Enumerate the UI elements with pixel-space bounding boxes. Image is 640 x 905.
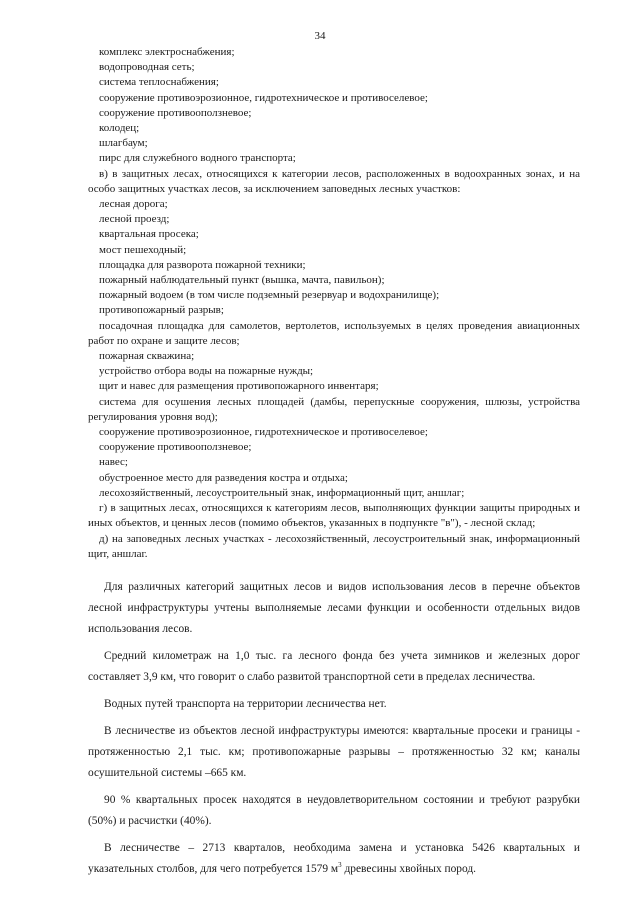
list-item: пожарный водоем (в том числе подземный резервуар и водохранилище); bbox=[99, 289, 440, 302]
list-item: сооружение противооползневое; bbox=[99, 106, 252, 119]
list-item: сооружение противооползневое; bbox=[99, 441, 252, 454]
list-item: шлагбаум; bbox=[99, 137, 148, 150]
list-item: комплекс электроснабжения; bbox=[99, 46, 235, 58]
list-item: мост пешеходный; bbox=[99, 243, 187, 256]
text-span: древесины хвойных пород. bbox=[341, 863, 476, 875]
list-item: лесохозяйственный, лесоустроительный знак, информационный щит, аншлаг; bbox=[99, 486, 465, 499]
list-item: площадка для разворота пожарной техники; bbox=[99, 258, 306, 271]
paragraph: В лесничестве из объектов лесной инфраструктуры имеются: квартальные просеки и границы - протяженностью 2,1 тыс. км; противопожарные разрывы – протяженностью 32 км; каналы осушительной системы –665 км. bbox=[88, 725, 580, 779]
list-item: навес; bbox=[99, 456, 128, 469]
list-item: колодец; bbox=[99, 122, 140, 135]
list-item: обустроенное место для разведения костра и отдыха; bbox=[99, 471, 348, 484]
list-item: водопроводная сеть; bbox=[99, 61, 195, 74]
list-item: система теплоснабжения; bbox=[99, 76, 219, 89]
list-item: сооружение противоэрозионное, гидротехническое и противоселевое; bbox=[99, 426, 428, 439]
list-item: в) в защитных лесах, относящихся к категории лесов, расположенных в водоохранных зонах, и на особо защитных участках лесов, за исключением заповедных лесных участков: bbox=[88, 167, 580, 195]
list-item: лесной проезд; bbox=[99, 213, 170, 226]
paragraph: Водных путей транспорта на территории лесничества нет. bbox=[104, 698, 387, 710]
list-item: д) на заповедных лесных участках - лесохозяйственный, лесоустроительный знак, информационный щит, аншлаг. bbox=[88, 532, 580, 560]
list-item: пирс для служебного водного транспорта; bbox=[99, 152, 296, 165]
paragraph-last bbox=[88, 838, 580, 880]
list-item: квартальная просека; bbox=[99, 228, 199, 241]
list-item: щит и навес для размещения противопожарного инвентаря; bbox=[99, 380, 379, 393]
list-item: лесная дорога; bbox=[99, 198, 168, 211]
page-number: 34 bbox=[314, 30, 326, 42]
paragraph: 90 % квартальных просек находятся в неудовлетворительном состоянии и требуют разрубки (50%) и расчистки (40%). bbox=[88, 794, 580, 827]
list-item: устройство отбора воды на пожарные нужды; bbox=[99, 365, 314, 378]
list-item: г) в защитных лесах, относящихся к категориям лесов, выполняющих функции защиты природных и иных объектов, и ценных лесов (помимо объектов, указанных в подпункте "в"), - лесной склад; bbox=[88, 502, 580, 530]
list-item: пожарная скважина; bbox=[99, 350, 195, 363]
list-item: сооружение противоэрозионное, гидротехническое и противоселевое; bbox=[99, 91, 428, 104]
paragraph: Для различных категорий защитных лесов и видов использования лесов в перечне объектов лесной инфраструктуры учтены выполняемые лесами функции и особенности отдельных видов использования лесов. bbox=[88, 581, 580, 635]
paragraph: Средний километраж на 1,0 тыс. га лесного фонда без учета зимников и железных дорог составляет 3,9 км, что говорит о слабо развитой транспортной сети в пределах лесничества. bbox=[88, 650, 580, 683]
list-item: посадочная площадка для самолетов, вертолетов, используемых в целях проведения авиационных работ по охране и защите лесов; bbox=[88, 319, 580, 347]
text-span: В лесничестве – 2713 кварталов, необходима замена и установка 5426 квартальных и указательных столбов, для чего потребуется 1579 м bbox=[88, 842, 580, 875]
superscript: 3 bbox=[338, 861, 342, 870]
list-item: пожарный наблюдательный пункт (вышка, мачта, павильон); bbox=[99, 274, 385, 287]
infrastructure-list bbox=[88, 45, 580, 562]
list-item: противопожарный разрыв; bbox=[99, 304, 224, 317]
list-item: система для осушения лесных площадей (дамбы, перепускные сооружения, шлюзы, устройства регулирования уровня вод); bbox=[88, 395, 580, 423]
body-text bbox=[88, 577, 580, 880]
